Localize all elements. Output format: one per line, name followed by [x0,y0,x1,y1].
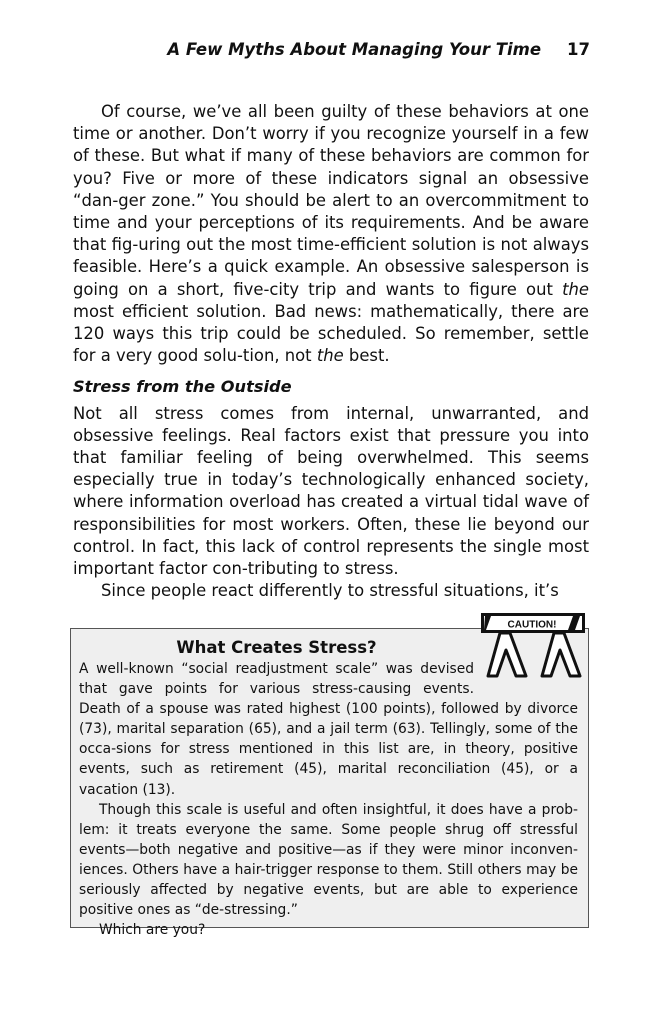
running-head [70,40,590,59]
paragraph-1-text-a: Of course, we’ve all been guilty of these behaviors at one time or another. Don’t worry if you recognize yourself in a few of these. But what if many of these behaviors are common for you? Five or more of these indicators signal an obsessive “dan-ger zone.” You should be alert to an overcommitment to time and your perceptions of its requirements. And be aware that fig-uring out the most time-efficient solution is not always feasible. Here’s a quick example. An obsessive salesperson is going on a short, five-city trip and wants to figure out [73,102,589,299]
paragraph-1-text-c: best. [343,346,390,366]
paragraph-2: Not all stress comes from internal, unwarranted, and obsessive feelings. Real factors exist that pressure you into that familiar feeling of being overwhelmed. This seems especially true in today’s technologically enhanced society, where information overload has created a virtual tidal wave of responsibilities for most workers. Often, these lie beyond our control. In fact, this lack of control represents the single most important factor con-tributing to stress. [73,403,589,579]
sidebar-box [70,619,589,939]
sidebar-paragraph-2: Though this scale is useful and often insightful, it does have a prob-lem: it treats everyone the same. Some people shrug off stressful events—both negative and positive—as if they were minor inconven-iences. Others have a hair-trigger response to them. Still others may be seriously affected by negative events, but are able to experience positive ones as “de-stressing.” [79,801,578,919]
caution-leg-left [488,633,526,676]
sidebar-paragraph-1: A well-known “social readjustment scale” was devised that gave points for various stress-causing events. Death of a spouse was rated highest (100 points), followed by divorce (73), marital separation (65), and a jail term (63). Tellingly, some of the occa-sions for stress mentioned in this list are, in theory, positive events, such as retirement (45), marital reconciliation (45), or a vacation (13). [79,661,578,798]
sidebar-title: What Creates Stress? [176,638,377,657]
emphasis-the-1: the [562,279,589,299]
caution-leg-right [542,633,580,676]
emphasis-the-2: the [316,346,344,366]
paragraph-3: Since people react differently to stressful situations, it’s [101,581,559,601]
main-text [73,101,589,602]
paragraph-1-text-b: most efficient solution. Bad news: mathematically, there are 120 ways this trip could be scheduled. So remember, settle for a very good solu-tion, not [73,301,589,366]
running-head-title: A Few Myths About Managing Your Time [167,40,542,59]
caution-sign-icon [480,612,586,678]
section-heading: Stress from the Outside [73,377,292,397]
caution-label: CAUTION! [507,619,557,631]
sidebar-paragraph-3: Which are you? [99,922,206,939]
paragraph-1 [73,101,589,367]
page-number: 17 [567,40,590,59]
